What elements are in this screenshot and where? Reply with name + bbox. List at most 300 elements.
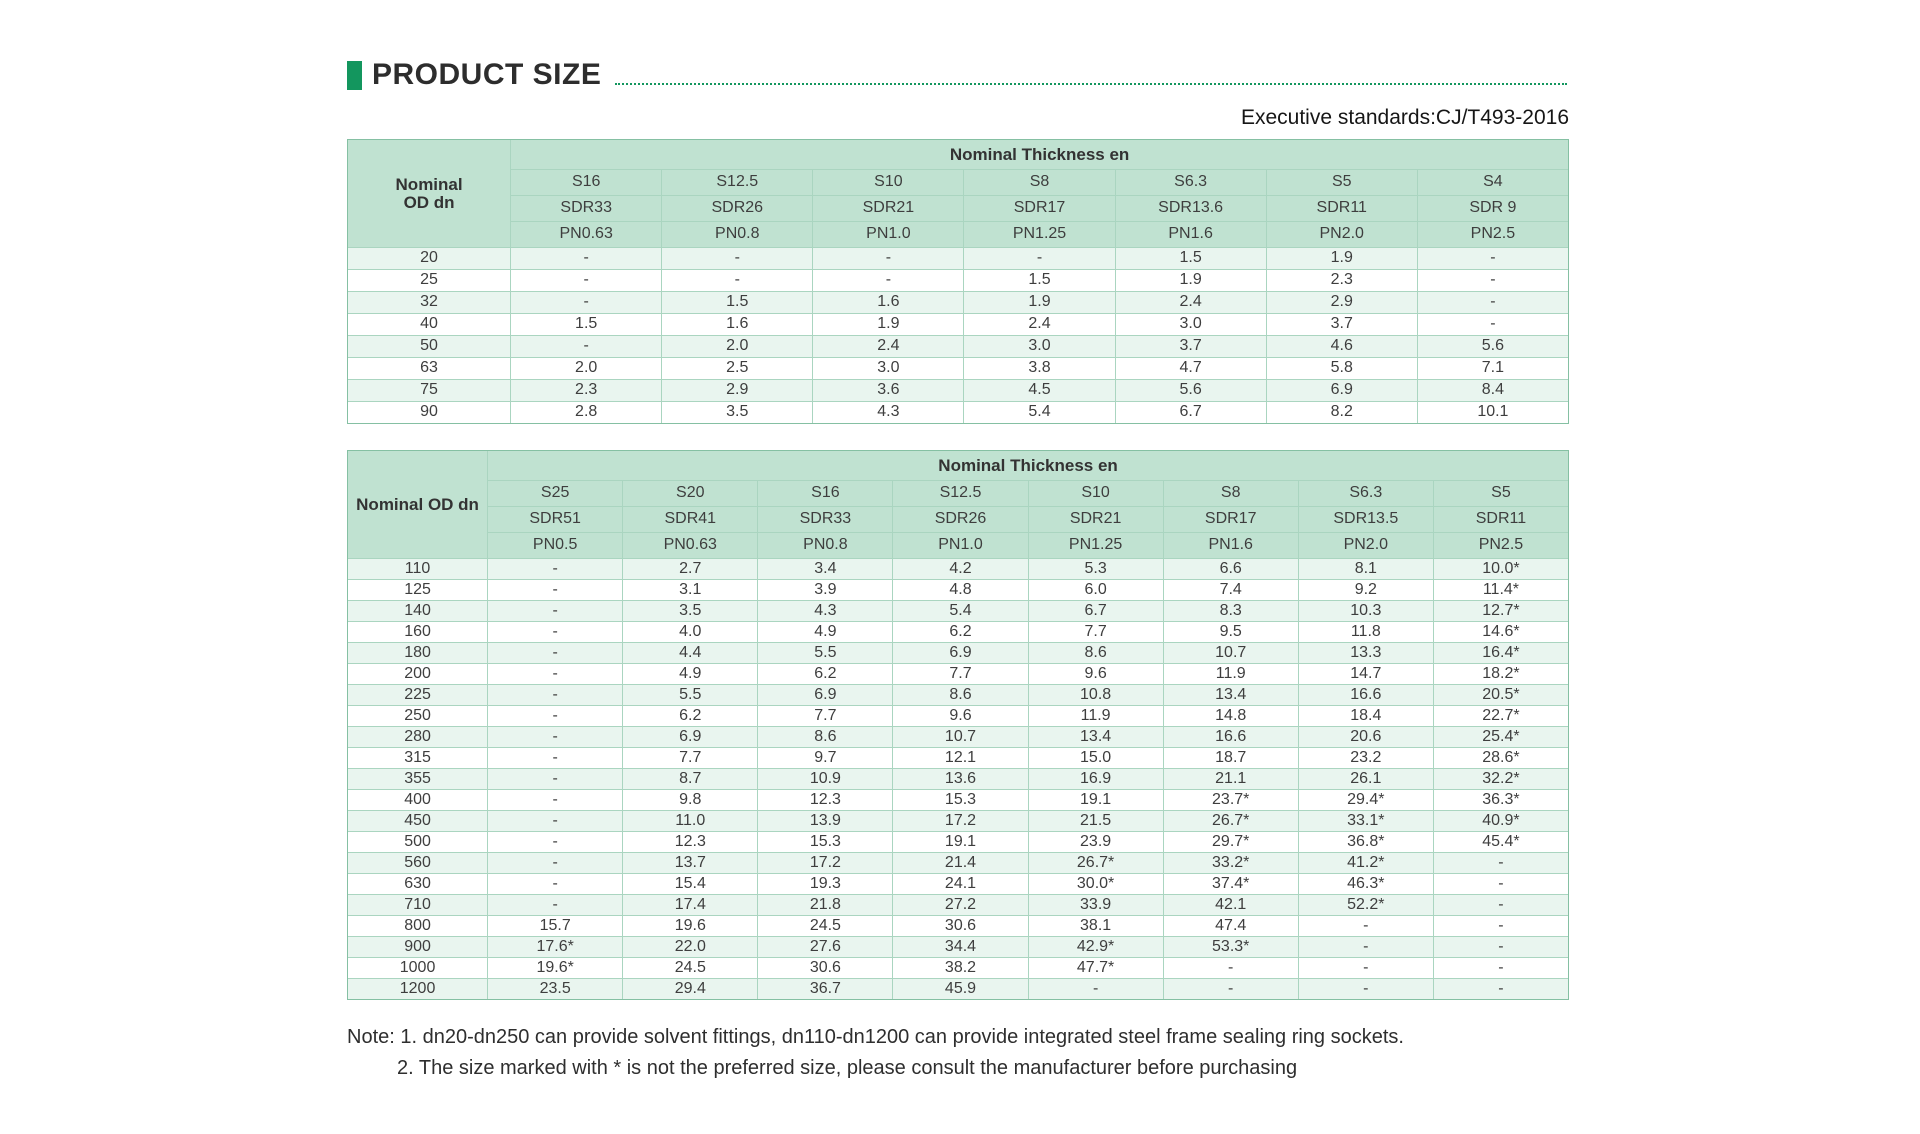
thickness-value-cell: 18.4 xyxy=(1298,706,1433,727)
thickness-value-cell: 42.1 xyxy=(1163,895,1298,916)
thickness-value-cell: - xyxy=(488,559,623,580)
thickness-value-cell: 45.4* xyxy=(1433,832,1568,853)
thickness-value-cell: 18.2* xyxy=(1433,664,1568,685)
thickness-value-cell: 15.7 xyxy=(488,916,623,937)
thickness-value-cell: - xyxy=(813,270,964,292)
thickness-value-cell: - xyxy=(1298,937,1433,958)
thickness-value-cell: 5.4 xyxy=(893,601,1028,622)
s-class-header: S8 xyxy=(964,170,1115,196)
thickness-value-cell: 10.9 xyxy=(758,769,893,790)
thickness-value-cell: 11.9 xyxy=(1028,706,1163,727)
thickness-value-cell: 7.7 xyxy=(1028,622,1163,643)
thickness-value-cell: 38.1 xyxy=(1028,916,1163,937)
sdr-header: SDR33 xyxy=(511,196,662,222)
thickness-value-cell: - xyxy=(488,580,623,601)
thickness-value-cell: 13.7 xyxy=(623,853,758,874)
thickness-value-cell: 36.8* xyxy=(1298,832,1433,853)
corner-label-line: Nominal xyxy=(395,174,463,194)
table-row xyxy=(348,895,1569,916)
thickness-value-cell: 6.0 xyxy=(1028,580,1163,601)
thickness-value-cell: 3.7 xyxy=(1266,314,1417,336)
thickness-value-cell: 29.4* xyxy=(1298,790,1433,811)
table-row xyxy=(348,748,1569,769)
thickness-value-cell: 2.3 xyxy=(1266,270,1417,292)
thickness-value-cell: 5.8 xyxy=(1266,358,1417,380)
section-title-row xyxy=(347,58,1569,92)
thickness-value-cell: 26.7* xyxy=(1028,853,1163,874)
thickness-value-cell: 4.8 xyxy=(893,580,1028,601)
thickness-value-cell: 4.4 xyxy=(623,643,758,664)
thickness-value-cell: 8.6 xyxy=(1028,643,1163,664)
sdr-header: SDR13.5 xyxy=(1298,507,1433,533)
pn-header: PN1.0 xyxy=(893,533,1028,559)
thickness-value-cell: 20.6 xyxy=(1298,727,1433,748)
table-row xyxy=(348,643,1569,664)
thickness-value-cell: 11.8 xyxy=(1298,622,1433,643)
thickness-value-cell: 15.3 xyxy=(893,790,1028,811)
od-dn-cell: 32 xyxy=(348,292,511,314)
thickness-value-cell: 47.7* xyxy=(1028,958,1163,979)
thickness-value-cell: 14.8 xyxy=(1163,706,1298,727)
thickness-value-cell: 1.9 xyxy=(1266,248,1417,270)
od-dn-cell: 25 xyxy=(348,270,511,292)
table-row xyxy=(348,601,1569,622)
thickness-value-cell: 30.6 xyxy=(893,916,1028,937)
od-dn-cell: 500 xyxy=(348,832,488,853)
table-row xyxy=(348,706,1569,727)
pn-header: PN2.5 xyxy=(1417,222,1568,248)
thickness-value-cell: - xyxy=(1417,292,1568,314)
thickness-value-cell: 10.7 xyxy=(1163,643,1298,664)
thickness-value-cell: 23.2 xyxy=(1298,748,1433,769)
thickness-value-cell: - xyxy=(1163,958,1298,979)
thickness-value-cell: 3.8 xyxy=(964,358,1115,380)
table-row xyxy=(348,727,1569,748)
s-class-header: S8 xyxy=(1163,481,1298,507)
thickness-value-cell: - xyxy=(1433,979,1568,1000)
thickness-value-cell: 5.5 xyxy=(758,643,893,664)
sdr-header: SDR33 xyxy=(758,507,893,533)
thickness-value-cell: 30.6 xyxy=(758,958,893,979)
thickness-value-cell: - xyxy=(488,832,623,853)
nominal-thickness-header: Nominal Thickness en xyxy=(488,451,1569,481)
sdr-header: SDR17 xyxy=(1163,507,1298,533)
thickness-value-cell: 12.3 xyxy=(623,832,758,853)
s-class-header: S16 xyxy=(511,170,662,196)
table-row xyxy=(348,916,1569,937)
od-dn-cell: 355 xyxy=(348,769,488,790)
table-row xyxy=(348,664,1569,685)
thickness-value-cell: 1.9 xyxy=(1115,270,1266,292)
thickness-value-cell: 40.9* xyxy=(1433,811,1568,832)
thickness-value-cell: 23.9 xyxy=(1028,832,1163,853)
thickness-value-cell: 13.3 xyxy=(1298,643,1433,664)
table-row xyxy=(348,358,1569,380)
thickness-value-cell: - xyxy=(488,643,623,664)
thickness-value-cell: 23.5 xyxy=(488,979,623,1000)
thickness-value-cell: 42.9* xyxy=(1028,937,1163,958)
thickness-value-cell: 29.7* xyxy=(1163,832,1298,853)
thickness-value-cell: 7.7 xyxy=(758,706,893,727)
thickness-value-cell: 6.7 xyxy=(1028,601,1163,622)
nominal-thickness-header: Nominal Thickness en xyxy=(511,140,1569,170)
thickness-value-cell: 1.5 xyxy=(511,314,662,336)
thickness-value-cell: - xyxy=(511,270,662,292)
thickness-value-cell: - xyxy=(488,874,623,895)
od-dn-cell: 75 xyxy=(348,380,511,402)
thickness-value-cell: 46.3* xyxy=(1298,874,1433,895)
thickness-value-cell: 6.2 xyxy=(758,664,893,685)
thickness-value-cell: 5.3 xyxy=(1028,559,1163,580)
pn-header: PN1.25 xyxy=(964,222,1115,248)
table-row xyxy=(348,580,1569,601)
table-row xyxy=(348,336,1569,358)
table-row xyxy=(348,790,1569,811)
od-dn-cell: 200 xyxy=(348,664,488,685)
thickness-value-cell: 6.9 xyxy=(623,727,758,748)
thickness-value-cell: - xyxy=(662,248,813,270)
pn-header: PN2.0 xyxy=(1266,222,1417,248)
table-row xyxy=(348,853,1569,874)
thickness-value-cell: 21.1 xyxy=(1163,769,1298,790)
thickness-value-cell: 37.4* xyxy=(1163,874,1298,895)
table-row xyxy=(348,832,1569,853)
table-row xyxy=(348,979,1569,1000)
od-dn-cell: 560 xyxy=(348,853,488,874)
thickness-value-cell: 3.5 xyxy=(623,601,758,622)
thickness-value-cell: 45.9 xyxy=(893,979,1028,1000)
thickness-value-cell: 8.7 xyxy=(623,769,758,790)
thickness-value-cell: 33.9 xyxy=(1028,895,1163,916)
thickness-value-cell: - xyxy=(1433,958,1568,979)
sdr-header: SDR41 xyxy=(623,507,758,533)
thickness-value-cell: 19.6* xyxy=(488,958,623,979)
s-class-header: S12.5 xyxy=(893,481,1028,507)
pn-header: PN0.5 xyxy=(488,533,623,559)
thickness-value-cell: 21.8 xyxy=(758,895,893,916)
thickness-value-cell: 34.4 xyxy=(893,937,1028,958)
thickness-value-cell: - xyxy=(488,706,623,727)
thickness-value-cell: 1.9 xyxy=(964,292,1115,314)
header-row-pn_labels xyxy=(348,533,1569,559)
od-dn-cell: 180 xyxy=(348,643,488,664)
corner-label-line: Nominal OD dn xyxy=(356,494,479,514)
thickness-value-cell: 6.9 xyxy=(1266,380,1417,402)
od-dn-cell: 20 xyxy=(348,248,511,270)
thickness-value-cell: 12.1 xyxy=(893,748,1028,769)
thickness-value-cell: 2.9 xyxy=(662,380,813,402)
thickness-value-cell: - xyxy=(488,601,623,622)
sdr-header: SDR21 xyxy=(1028,507,1163,533)
thickness-value-cell: 13.9 xyxy=(758,811,893,832)
od-dn-cell: 250 xyxy=(348,706,488,727)
thickness-value-cell: 8.1 xyxy=(1298,559,1433,580)
thickness-value-cell: 23.7* xyxy=(1163,790,1298,811)
od-dn-cell: 125 xyxy=(348,580,488,601)
thickness-value-cell: - xyxy=(1417,314,1568,336)
od-dn-cell: 1200 xyxy=(348,979,488,1000)
pn-header: PN0.63 xyxy=(623,533,758,559)
thickness-value-cell: 33.2* xyxy=(1163,853,1298,874)
sdr-header: SDR21 xyxy=(813,196,964,222)
thickness-value-cell: 5.4 xyxy=(964,402,1115,424)
table-row xyxy=(348,402,1569,424)
od-dn-cell: 900 xyxy=(348,937,488,958)
thickness-value-cell: 17.2 xyxy=(893,811,1028,832)
thickness-value-cell: 29.4 xyxy=(623,979,758,1000)
product-size-table-small-dn xyxy=(347,139,1569,424)
table-gap xyxy=(347,424,1569,450)
thickness-value-cell: - xyxy=(1417,248,1568,270)
od-dn-cell: 110 xyxy=(348,559,488,580)
sdr-header: SDR11 xyxy=(1433,507,1568,533)
header-row-s_labels xyxy=(348,481,1569,507)
thickness-value-cell: 1.5 xyxy=(662,292,813,314)
thickness-value-cell: 1.6 xyxy=(813,292,964,314)
thickness-value-cell: 10.8 xyxy=(1028,685,1163,706)
pn-header: PN2.5 xyxy=(1433,533,1568,559)
thickness-value-cell: 2.5 xyxy=(662,358,813,380)
thickness-value-cell: 1.5 xyxy=(964,270,1115,292)
sdr-header: SDR51 xyxy=(488,507,623,533)
thickness-value-cell: 28.6* xyxy=(1433,748,1568,769)
thickness-value-cell: 7.7 xyxy=(623,748,758,769)
notes-block xyxy=(347,1022,1569,1084)
thickness-value-cell: 12.3 xyxy=(758,790,893,811)
sdr-header: SDR 9 xyxy=(1417,196,1568,222)
thickness-value-cell: 21.4 xyxy=(893,853,1028,874)
thickness-value-cell: 38.2 xyxy=(893,958,1028,979)
thickness-value-cell: 21.5 xyxy=(1028,811,1163,832)
sdr-header: SDR26 xyxy=(893,507,1028,533)
pn-header: PN2.0 xyxy=(1298,533,1433,559)
thickness-value-cell: 17.6* xyxy=(488,937,623,958)
thickness-value-cell: - xyxy=(1163,979,1298,1000)
thickness-value-cell: - xyxy=(488,895,623,916)
od-dn-cell: 225 xyxy=(348,685,488,706)
thickness-value-cell: 2.4 xyxy=(813,336,964,358)
thickness-value-cell: 9.2 xyxy=(1298,580,1433,601)
thickness-value-cell: 10.0* xyxy=(1433,559,1568,580)
thickness-value-cell: 26.1 xyxy=(1298,769,1433,790)
s-class-header: S6.3 xyxy=(1298,481,1433,507)
header-row-pn_labels xyxy=(348,222,1569,248)
thickness-value-cell: - xyxy=(1433,895,1568,916)
thickness-value-cell: 4.2 xyxy=(893,559,1028,580)
pn-header: PN0.63 xyxy=(511,222,662,248)
thickness-value-cell: - xyxy=(1298,979,1433,1000)
thickness-value-cell: 1.5 xyxy=(1115,248,1266,270)
thickness-value-cell: 9.7 xyxy=(758,748,893,769)
od-dn-cell: 1000 xyxy=(348,958,488,979)
thickness-value-cell: 3.0 xyxy=(813,358,964,380)
thickness-value-cell: - xyxy=(488,727,623,748)
thickness-value-cell: 15.4 xyxy=(623,874,758,895)
thickness-value-cell: 13.6 xyxy=(893,769,1028,790)
od-dn-cell: 400 xyxy=(348,790,488,811)
thickness-value-cell: 8.6 xyxy=(893,685,1028,706)
thickness-value-cell: 2.0 xyxy=(511,358,662,380)
thickness-value-cell: 2.9 xyxy=(1266,292,1417,314)
page-title: PRODUCT SIZE xyxy=(372,58,602,91)
thickness-value-cell: - xyxy=(488,748,623,769)
thickness-value-cell: 2.4 xyxy=(964,314,1115,336)
thickness-value-cell: 9.5 xyxy=(1163,622,1298,643)
table-row xyxy=(348,622,1569,643)
od-dn-cell: 630 xyxy=(348,874,488,895)
table-row xyxy=(348,874,1569,895)
pn-header: PN1.6 xyxy=(1115,222,1266,248)
product-size-table-large-dn xyxy=(347,450,1569,1000)
thickness-value-cell: 19.1 xyxy=(1028,790,1163,811)
thickness-value-cell: 22.7* xyxy=(1433,706,1568,727)
table-row xyxy=(348,559,1569,580)
thickness-value-cell: 3.0 xyxy=(1115,314,1266,336)
header-row-sdr_labels xyxy=(348,507,1569,533)
thickness-value-cell: 14.6* xyxy=(1433,622,1568,643)
thickness-value-cell: 5.6 xyxy=(1417,336,1568,358)
thickness-value-cell: 4.9 xyxy=(758,622,893,643)
thickness-value-cell: - xyxy=(488,769,623,790)
sdr-header: SDR26 xyxy=(662,196,813,222)
thickness-value-cell: 10.7 xyxy=(893,727,1028,748)
corner-label-line: OD dn xyxy=(403,192,455,212)
thickness-value-cell: 3.4 xyxy=(758,559,893,580)
thickness-value-cell: 3.0 xyxy=(964,336,1115,358)
note-line-1: Note: 1. dn20-dn250 can provide solvent fittings, dn110-dn1200 can provide integrated steel frame sealing ring sockets. xyxy=(347,1026,1404,1048)
thickness-value-cell: - xyxy=(1433,937,1568,958)
thickness-value-cell: 19.6 xyxy=(623,916,758,937)
thickness-value-cell: 17.2 xyxy=(758,853,893,874)
thickness-value-cell: 36.3* xyxy=(1433,790,1568,811)
thickness-value-cell: 19.1 xyxy=(893,832,1028,853)
thickness-value-cell: 32.2* xyxy=(1433,769,1568,790)
thickness-value-cell: 4.6 xyxy=(1266,336,1417,358)
thickness-value-cell: - xyxy=(511,292,662,314)
thickness-value-cell: 24.5 xyxy=(623,958,758,979)
pn-header: PN0.8 xyxy=(758,533,893,559)
nominal-od-dn-header xyxy=(348,451,488,559)
thickness-value-cell: 7.7 xyxy=(893,664,1028,685)
thickness-value-cell: 2.8 xyxy=(511,402,662,424)
table-row xyxy=(348,811,1569,832)
thickness-value-cell: 36.7 xyxy=(758,979,893,1000)
thickness-value-cell: 33.1* xyxy=(1298,811,1433,832)
dotted-leader-line xyxy=(615,83,1567,85)
thickness-value-cell: - xyxy=(1298,958,1433,979)
thickness-value-cell: 30.0* xyxy=(1028,874,1163,895)
thickness-value-cell: 13.4 xyxy=(1163,685,1298,706)
note-line-2: 2. The size marked with * is not the preferred size, please consult the manufacturer before purchasing xyxy=(397,1057,1298,1079)
product-size-section xyxy=(347,58,1569,1084)
od-dn-cell: 710 xyxy=(348,895,488,916)
thickness-value-cell: 9.8 xyxy=(623,790,758,811)
sdr-header: SDR13.6 xyxy=(1115,196,1266,222)
thickness-value-cell: 7.1 xyxy=(1417,358,1568,380)
table-row xyxy=(348,769,1569,790)
thickness-value-cell: 16.4* xyxy=(1433,643,1568,664)
thickness-value-cell: - xyxy=(488,664,623,685)
table-row xyxy=(348,937,1569,958)
od-dn-cell: 40 xyxy=(348,314,511,336)
thickness-value-cell: 41.2* xyxy=(1298,853,1433,874)
s-class-header: S12.5 xyxy=(662,170,813,196)
thickness-value-cell: 24.5 xyxy=(758,916,893,937)
thickness-value-cell: 8.3 xyxy=(1163,601,1298,622)
thickness-value-cell: 6.9 xyxy=(758,685,893,706)
od-dn-cell: 90 xyxy=(348,402,511,424)
thickness-value-cell: - xyxy=(1433,916,1568,937)
thickness-value-cell: 6.2 xyxy=(623,706,758,727)
thickness-value-cell: 53.3* xyxy=(1163,937,1298,958)
thickness-value-cell: 4.0 xyxy=(623,622,758,643)
thickness-value-cell: 27.2 xyxy=(893,895,1028,916)
thickness-value-cell: 10.3 xyxy=(1298,601,1433,622)
thickness-value-cell: 2.3 xyxy=(511,380,662,402)
od-dn-cell: 800 xyxy=(348,916,488,937)
thickness-value-cell: 3.6 xyxy=(813,380,964,402)
thickness-value-cell: - xyxy=(964,248,1115,270)
pn-header: PN1.25 xyxy=(1028,533,1163,559)
table-row xyxy=(348,685,1569,706)
thickness-value-cell: 27.6 xyxy=(758,937,893,958)
pn-header: PN0.8 xyxy=(662,222,813,248)
od-dn-cell: 280 xyxy=(348,727,488,748)
od-dn-cell: 50 xyxy=(348,336,511,358)
thickness-value-cell: 3.9 xyxy=(758,580,893,601)
thickness-value-cell: 24.1 xyxy=(893,874,1028,895)
header-row-s_labels xyxy=(348,170,1569,196)
table-row xyxy=(348,380,1569,402)
s-class-header: S4 xyxy=(1417,170,1568,196)
table-row xyxy=(348,958,1569,979)
thickness-value-cell: 19.3 xyxy=(758,874,893,895)
thickness-value-cell: 6.7 xyxy=(1115,402,1266,424)
s-class-header: S10 xyxy=(813,170,964,196)
pn-header: PN1.0 xyxy=(813,222,964,248)
thickness-value-cell: 4.3 xyxy=(758,601,893,622)
thickness-value-cell: 7.4 xyxy=(1163,580,1298,601)
thickness-value-cell: 22.0 xyxy=(623,937,758,958)
nominal-od-dn-header xyxy=(348,140,511,248)
sdr-header: SDR11 xyxy=(1266,196,1417,222)
thickness-value-cell: - xyxy=(662,270,813,292)
thickness-value-cell: - xyxy=(511,248,662,270)
header-row-group xyxy=(348,140,1569,170)
thickness-value-cell: 20.5* xyxy=(1433,685,1568,706)
thickness-value-cell: 52.2* xyxy=(1298,895,1433,916)
thickness-value-cell: - xyxy=(1298,916,1433,937)
thickness-value-cell: 3.5 xyxy=(662,402,813,424)
table-row xyxy=(348,248,1569,270)
thickness-value-cell: 1.6 xyxy=(662,314,813,336)
thickness-value-cell: - xyxy=(1417,270,1568,292)
thickness-value-cell: 9.6 xyxy=(1028,664,1163,685)
thickness-value-cell: 8.2 xyxy=(1266,402,1417,424)
thickness-value-cell: - xyxy=(488,811,623,832)
table-row xyxy=(348,292,1569,314)
s-class-header: S10 xyxy=(1028,481,1163,507)
sdr-header: SDR17 xyxy=(964,196,1115,222)
od-dn-cell: 450 xyxy=(348,811,488,832)
thickness-value-cell: 12.7* xyxy=(1433,601,1568,622)
od-dn-cell: 140 xyxy=(348,601,488,622)
thickness-value-cell: 2.7 xyxy=(623,559,758,580)
thickness-value-cell: 16.9 xyxy=(1028,769,1163,790)
thickness-value-cell: 9.6 xyxy=(893,706,1028,727)
thickness-value-cell: 8.6 xyxy=(758,727,893,748)
thickness-value-cell: 6.9 xyxy=(893,643,1028,664)
